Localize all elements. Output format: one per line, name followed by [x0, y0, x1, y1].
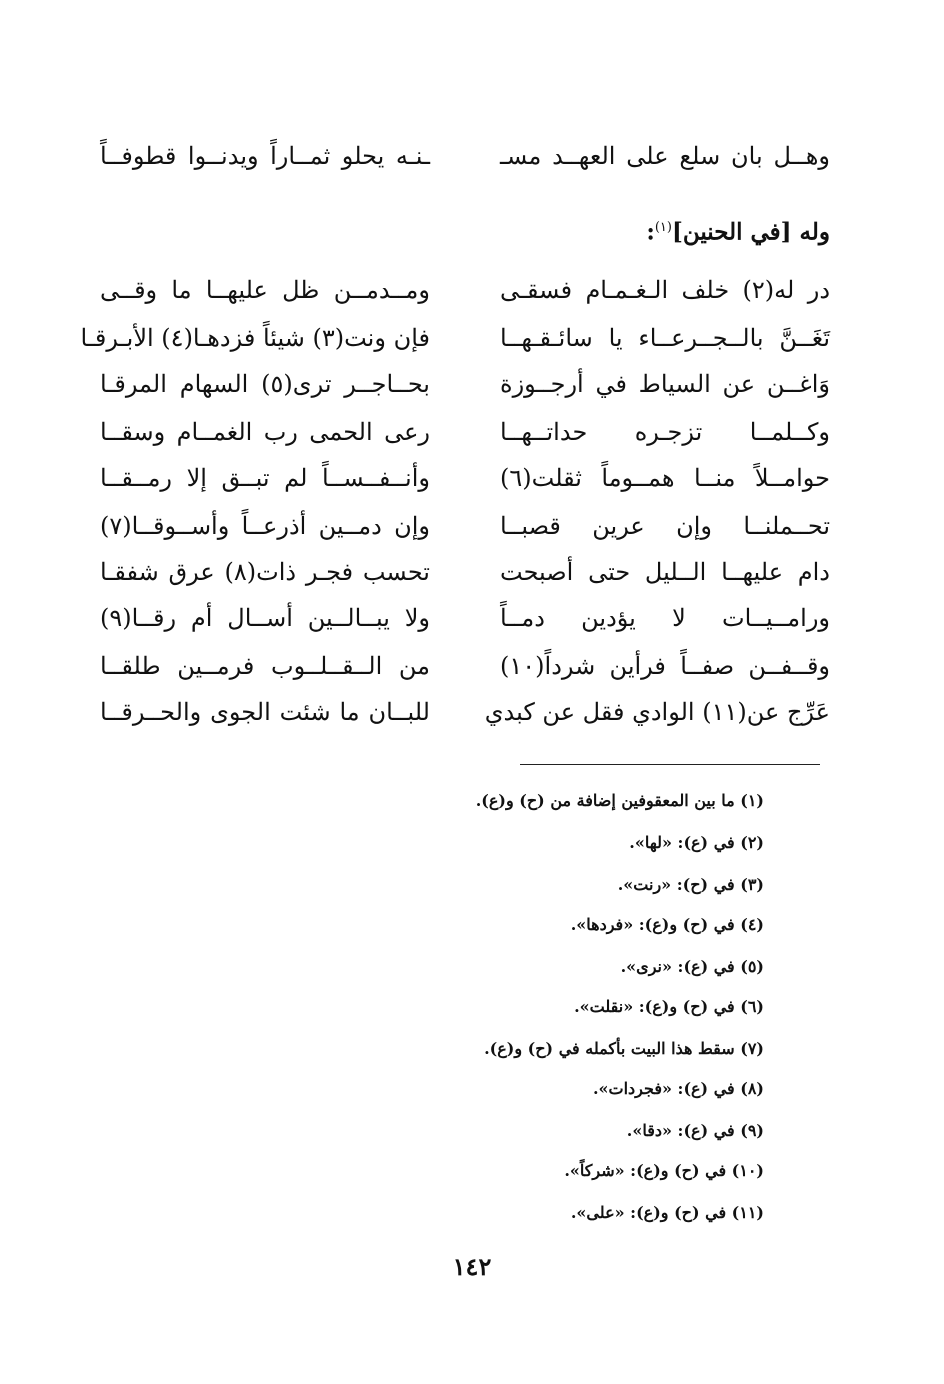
heading-footnote-ref: (١): [654, 220, 672, 235]
verse-second-hemistich: ومــدمــن ظل عليهــا ما وقــى: [100, 276, 430, 304]
footnote: (٣) في (ح): «رنت».: [617, 875, 764, 894]
footnote: (٩) في (ع): «دقا».: [626, 1121, 764, 1140]
verse-first-hemistich: در له(٢) خلف الـغـمـام فسقـى: [500, 276, 830, 304]
poem-heading-text: وله [في الحنين]: [671, 218, 830, 246]
verse-row: [100, 688, 830, 736]
verse-row: [100, 408, 830, 456]
footnote-separator: [520, 764, 820, 765]
verse-first-hemistich: وهــل بان سلع على العهــد مسـ: [500, 142, 830, 170]
footnote: (١١) في (ح) و(ع): «على».: [570, 1203, 764, 1222]
verse-row: [100, 132, 830, 180]
verse-second-hemistich: فإن ونت(٣) شيئاً فزدهـا(٤) الأبـرقـا: [80, 324, 430, 352]
verse-row: [100, 360, 830, 408]
footnote: (٦) في (ح) و(ع): «نقلت».: [574, 997, 764, 1016]
verse-second-hemistich: رعى الحمى رب الغمــام وسقــا: [100, 418, 430, 446]
footnote: (٢) في (ع): «لها».: [629, 833, 764, 852]
footnote: (٧) سقط هذا البيت بأكمله في (ح) و(ع).: [484, 1039, 764, 1058]
verse-second-hemistich: للبــان ما شئت الجوى والحــرقــا: [100, 698, 430, 726]
verse-second-hemistich: وأنــفــســاً لم تبــق إلا رمــقــا: [100, 464, 430, 492]
verse-row: [100, 642, 830, 690]
footnote: (٤) في (ح) و(ع): «فردها».: [570, 915, 764, 934]
verse-second-hemistich: ـنـه يحلو ثمــاراً ويدنــوا قطوفــاً: [100, 142, 430, 170]
verse-first-hemistich: تَغَــنَّ بالــجــرعــاء يا سائـقـهــا: [500, 324, 830, 352]
verse-first-hemistich: وقــفــن صفــاً فرأين شرداً(١٠): [500, 652, 830, 680]
verse-row: [100, 548, 830, 596]
footnote: (٥) في (ع): «نرى».: [620, 957, 764, 976]
footnote: (١) ما بين المعقوفين إضافة من (ح) و(ع).: [475, 791, 764, 810]
verse-second-hemistich: من الــقــلــوب فرمــين طلقــا: [100, 652, 430, 680]
verse-first-hemistich: تحــملنــا وإن عرين قصبــا: [500, 512, 830, 540]
verse-first-hemistich: حوامــلاً منــا همــوماً ثقلت(٦): [500, 464, 830, 492]
verse-first-hemistich: دام عليهــا الــليل حتى أصبحت: [500, 558, 830, 586]
footnote: (٨) في (ع): «فجردات».: [592, 1079, 764, 1098]
verse-second-hemistich: ولا يبــالــين أســال أم رقــا(٩): [100, 604, 430, 632]
verse-row: [100, 454, 830, 502]
verse-first-hemistich: عَرِّج عن(١١) الوادي فقل عن كبدي: [484, 698, 830, 726]
footnote: (١٠) في (ح) و(ع): «شركاً».: [564, 1161, 764, 1180]
verse-second-hemistich: وإن دمــين أذرعــاً وأســوقــا(٧): [100, 512, 430, 540]
verse-row: [100, 594, 830, 642]
poem-heading: وله [في الحنين]$^{(١)}$:: [646, 218, 830, 246]
verse-first-hemistich: ورامــيــات لا يؤدين دمــاً: [500, 604, 830, 632]
page-number: ١٤٢: [452, 1252, 492, 1281]
verse-first-hemistich: وَاغــن عن السياط في أرجــوزة: [500, 370, 830, 398]
verse-first-hemistich: وكــلمــا تزجـره حداتــهــا: [500, 418, 830, 446]
verse-row: [100, 502, 830, 550]
verse-row: [80, 314, 830, 362]
verse-second-hemistich: بحــاجــر ترى(٥) السهام المرقـا: [100, 370, 430, 398]
verse-row: [100, 266, 830, 314]
verse-second-hemistich: تحسب فجـر ذات(٨) عرق شفقـا: [100, 558, 430, 586]
